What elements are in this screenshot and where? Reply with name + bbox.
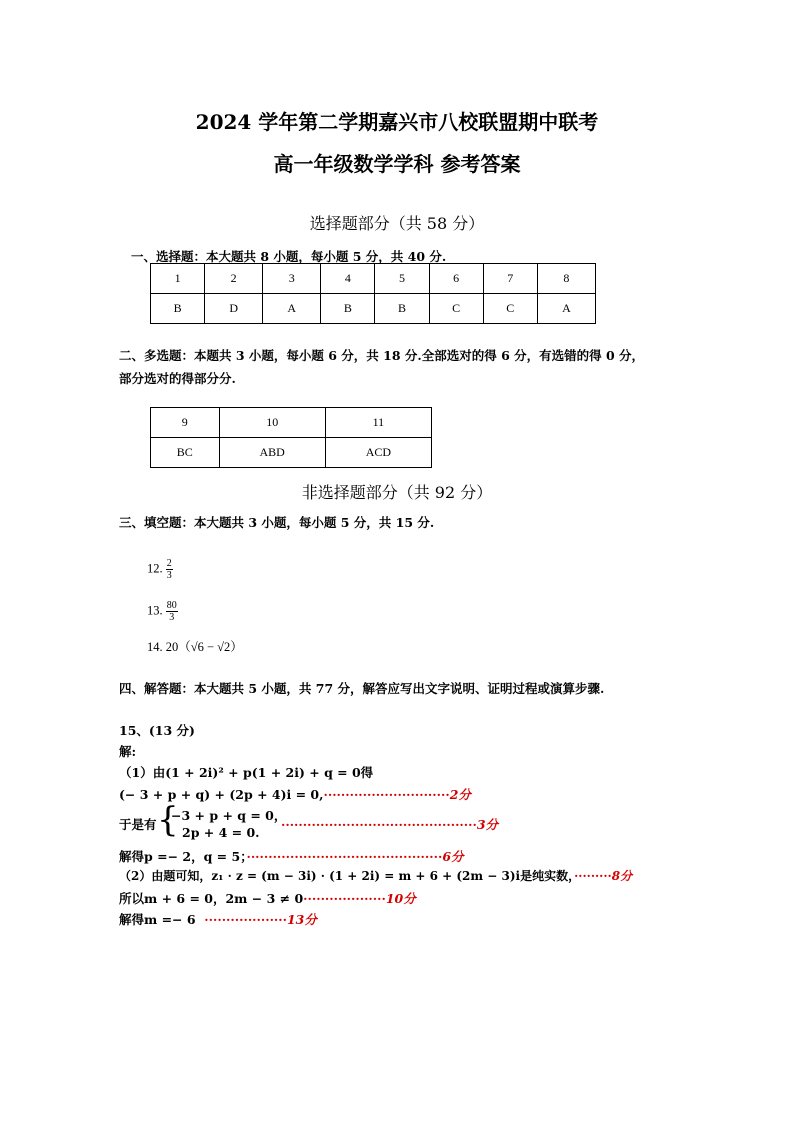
answer-cell: B [321,294,375,324]
choice-section-heading: 选择题部分（共 58 分） [309,214,485,233]
answer-cell: B [375,294,429,324]
score-mark: 13分 [286,912,317,927]
score-leader: ········· [574,869,612,883]
question-number: 8 [537,264,595,294]
answer-13-label: 13. [147,603,163,618]
question-number: 10 [219,408,325,438]
question-number: 11 [325,408,431,438]
denominator: 3 [166,570,172,581]
score-mark: 6分 [442,849,464,864]
table-row [151,408,432,438]
answer-12-fraction [166,558,173,581]
table-row [151,264,596,294]
numerator: 80 [166,600,177,611]
solution-line-5 [119,867,632,884]
score-leader: ··················· [303,891,386,906]
answer-cell: C [429,294,483,324]
question-number: 3 [263,264,321,294]
system-equation-2: 2p + 4 = 0. [182,825,260,840]
question-number: 1 [151,264,205,294]
numerator: 2 [166,558,172,569]
equation: 所以m + 6 = 0，2m − 3 ≠ 0 [119,891,304,906]
answer-cell: A [263,294,321,324]
document-subtitle: 高一年级数学学科 参考答案 [273,152,521,176]
answer-cell: BC [151,438,220,468]
nonchoice-section-heading: 非选择题部分（共 92 分） [301,483,493,502]
answer-cell: B [151,294,205,324]
system-equation-1: −3 + p + q = 0， [171,808,287,823]
equation: （2）由题可知，z₁ · z = (m − 3i) · (1 + 2i) = m + 6 + (2m − 3)i是纯实数， [119,869,575,883]
answer-14: 14. 20（√6 − √2） [147,640,243,654]
question-number: 4 [321,264,375,294]
solution-label: 解: [119,744,137,759]
denominator: 3 [169,612,175,623]
score-leader: ··················· [204,912,287,927]
document-title: 2024 学年第二学期嘉兴市八校联盟期中联考 [195,110,599,134]
score-entry [281,815,498,833]
answer-cell: A [537,294,595,324]
answer-12-label: 12. [147,561,163,576]
equation: 解得m =− 6 [119,912,196,927]
table-row [151,438,432,468]
score-leader: ····························· [323,787,450,802]
score-mark: 2分 [449,787,471,802]
multi-choice-instruction-line1: 二、多选题：本题共 3 小题，每小题 6 分，共 18 分.全部选对的得 6 分，有选错的得 0 分， [119,348,645,363]
left-brace-icon: { [157,800,179,840]
question-number: 7 [483,264,537,294]
question-15-header: 15、(13 分) [119,723,195,738]
score-leader: ············································· [246,849,443,864]
question-number: 2 [205,264,263,294]
score-leader: ············································· [281,817,477,832]
solve-instruction: 四、解答题：本大题共 5 小题，共 77 分，解答应写出文字说明、证明过程或演算步骤. [119,681,605,696]
solution-line-6 [119,889,416,907]
answer-cell: ABD [219,438,325,468]
solution-line-7 [119,910,317,928]
solution-line-1: （1）由(1 + 2i)² + p(1 + 2i) + q = 0得 [119,765,374,780]
question-number: 9 [151,408,220,438]
score-mark: 10分 [385,891,416,906]
score-mark: 3分 [476,817,499,832]
line-prefix: 于是有 [119,817,157,832]
score-mark: 8分 [611,869,633,883]
answer-13 [147,600,178,623]
single-choice-instruction: 一、选择题：本大题共 8 小题，每小题 5 分，共 40 分. [131,249,447,264]
question-number: 6 [429,264,483,294]
fill-instruction: 三、填空题：本大题共 3 小题，每小题 5 分，共 15 分. [119,515,435,530]
solution-line-4 [119,847,464,865]
answer-cell: C [483,294,537,324]
question-number: 5 [375,264,429,294]
equation: (− 3 + p + q) + (2p + 4)i = 0, [119,787,324,802]
single-choice-answer-table [150,263,596,324]
answer-cell: ACD [325,438,431,468]
answer-12 [147,558,173,581]
equation: 解得p =− 2，q = 5； [119,849,247,864]
answer-13-fraction [166,600,178,623]
multi-choice-instruction-line2: 部分选对的得部分分. [119,371,236,386]
table-row [151,294,596,324]
answer-cell: D [205,294,263,324]
multi-choice-answer-table [150,407,432,468]
